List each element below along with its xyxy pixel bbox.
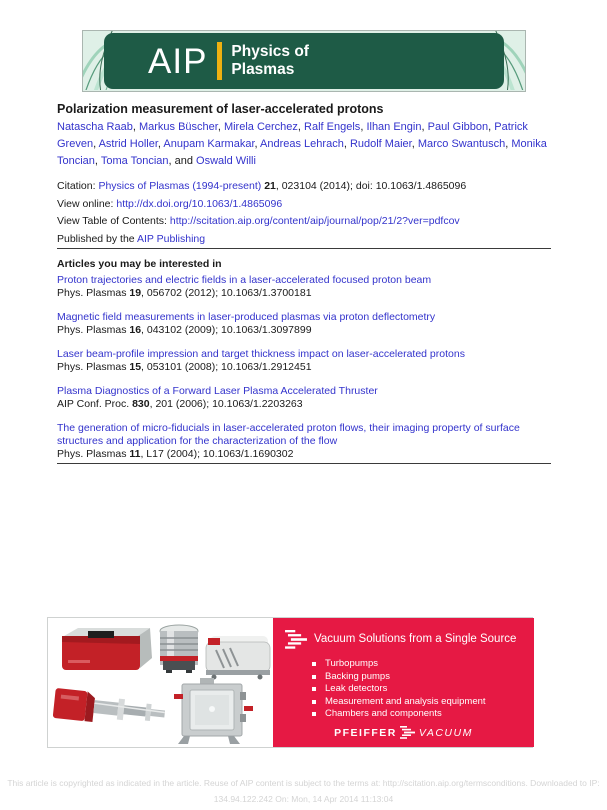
author-link[interactable]: Mirela Cerchez: [223, 121, 298, 133]
ad-panel: [273, 618, 534, 747]
leak-detector-image: [62, 628, 152, 670]
related-article: [57, 348, 554, 374]
citation-suffix: , 023104 (2014); doi: 10.1063/1.4865096: [275, 180, 467, 192]
ad-product-images: [48, 618, 273, 747]
author-link[interactable]: Monika Toncian: [57, 138, 547, 167]
author-link[interactable]: Natascha Raab: [57, 121, 133, 133]
author-link[interactable]: Anupam Karmakar: [163, 138, 255, 150]
related-article-link[interactable]: Laser beam-profile impression and target thickness impact on laser-accelerated protons: [57, 348, 465, 360]
doi-link[interactable]: http://dx.doi.org/10.1063/1.4865096: [116, 197, 283, 210]
article-meta: Phys. Plasmas 15, 053101 (2008); 10.1063/1.2912451: [57, 361, 312, 373]
ad-headline: Vacuum Solutions from a Single Source: [314, 633, 517, 645]
ad-header: [285, 630, 528, 649]
journal-name-line2: Plasmas: [231, 61, 295, 78]
author-link[interactable]: Andreas Lehrach: [260, 138, 344, 150]
advertisement-banner[interactable]: [47, 617, 533, 748]
pfeiffer-vacuum-logo: [273, 726, 534, 739]
related-article: [57, 311, 554, 337]
author-link[interactable]: Ralf Engels: [304, 121, 361, 133]
publisher-label: Published by the: [57, 232, 137, 245]
copyright-footer: [0, 775, 607, 807]
ad-bullet-item: Measurement and analysis equipment: [312, 696, 534, 709]
author-link[interactable]: Patrick Greven: [57, 121, 528, 150]
ad-bullet-item: Leak detectors: [312, 683, 534, 696]
related-article-link[interactable]: The generation of micro-fiducials in laser-accelerated proton flows, their imaging property of surface structures and application for the characterization of the flow: [57, 422, 520, 447]
related-article-link[interactable]: Proton trajectories and electric fields in a laser-accelerated focused proton beam: [57, 274, 432, 286]
copyright-line-1: This article is copyrighted as indicated in the article. Reuse of AIP content is subject to the terms at: http://scitation.aip.org/termsconditions. Downloaded to IP:: [7, 778, 600, 788]
banner-plate: [104, 33, 504, 89]
author-link[interactable]: Astrid Holler: [98, 138, 158, 150]
logo-divider-bar: [217, 42, 222, 80]
author-link[interactable]: Ilhan Engin: [366, 121, 422, 133]
product-images-art: [48, 618, 273, 747]
journal-link[interactable]: Physics of Plasmas (1994-present): [98, 180, 262, 192]
journal-name-line1: Physics of: [231, 43, 309, 60]
related-articles-list: [57, 274, 554, 472]
article-title: Polarization measurement of laser-accelerated protons: [57, 102, 384, 116]
pfeiffer-logo-icon: [400, 726, 415, 739]
aip-logo-text: AIP: [148, 41, 208, 81]
author-link[interactable]: Toma Toncian: [100, 155, 169, 167]
pfeiffer-wordmark: PFEIFFER: [334, 726, 397, 739]
author-link[interactable]: Marco Swantusch: [417, 138, 506, 150]
citation-label: Citation:: [57, 180, 99, 192]
article-meta: AIP Conf. Proc. 830, 201 (2006); 10.1063/1.2203263: [57, 398, 303, 410]
author-link[interactable]: Paul Gibbon: [427, 121, 489, 133]
view-online-label: View online:: [57, 197, 117, 210]
article-meta: Phys. Plasmas 16, 043102 (2009); 10.1063/1.3097899: [57, 324, 312, 336]
author-link[interactable]: Markus Büscher: [138, 121, 218, 133]
copyright-line-2: 134.94.122.242 On: Mon, 14 Apr 2014 11:13:04: [213, 794, 394, 804]
author-link[interactable]: Oswald Willi: [196, 155, 256, 167]
ad-bullet-item: Chambers and components: [312, 708, 534, 721]
toc-line: [57, 213, 554, 231]
ad-bullet-item: Turbopumps: [312, 658, 534, 671]
author-link[interactable]: Rudolf Maier: [349, 138, 412, 150]
analyzer-image: [53, 688, 167, 729]
view-online-line: [57, 196, 554, 214]
related-article: [57, 385, 554, 411]
backing-pump-image: [206, 636, 270, 680]
turbopump-image: [160, 625, 198, 673]
article-header-block: [57, 102, 554, 482]
related-articles-heading: Articles you may be interested in: [57, 258, 222, 270]
citation-line: [57, 178, 554, 196]
journal-name: [231, 43, 309, 79]
author-list: Natascha Raab, Markus Büscher, Mirela Cerchez, Ralf Engels, Ilhan Engin, Paul Gibbon, Patrick Greven, Astrid Holler, Anupam Karmakar, Andreas Lehrach, Rudolf Maier, Marco Swantusch, Monika Toncian, Toma Toncian, and Oswald Willi: [57, 121, 547, 167]
citation-block: [57, 178, 554, 248]
ad-bullet-list: [312, 658, 534, 721]
related-article-link[interactable]: Plasma Diagnostics of a Forward Laser Plasma Accelerated Thruster: [57, 385, 378, 397]
related-article: [57, 422, 554, 461]
vacuum-chamber-image: [174, 678, 253, 744]
journal-banner: [82, 30, 526, 92]
toc-label: View Table of Contents:: [57, 215, 170, 228]
publisher-link[interactable]: AIP Publishing: [136, 232, 206, 245]
section-divider-top: [57, 248, 551, 249]
related-article-link[interactable]: Magnetic field measurements in laser-produced plasmas via proton deflectometry: [57, 311, 436, 323]
related-article: [57, 274, 554, 300]
aip-journal-logo: [148, 42, 309, 80]
pfeiffer-mark-icon: [285, 630, 307, 649]
section-divider-bottom: [57, 463, 551, 464]
ad-bullet-item: Backing pumps: [312, 671, 534, 684]
toc-link[interactable]: http://scitation.aip.org/content/aip/journal/pop/21/2?ver=pdfcov: [169, 215, 460, 228]
vacuum-wordmark: VACUUM: [418, 726, 473, 739]
citation-volume: 21: [264, 180, 276, 192]
article-meta: Phys. Plasmas 11, L17 (2004); 10.1063/1.1690302: [57, 448, 294, 460]
publisher-line: [57, 231, 554, 249]
article-meta: Phys. Plasmas 19, 056702 (2012); 10.1063/1.3700181: [57, 287, 312, 299]
